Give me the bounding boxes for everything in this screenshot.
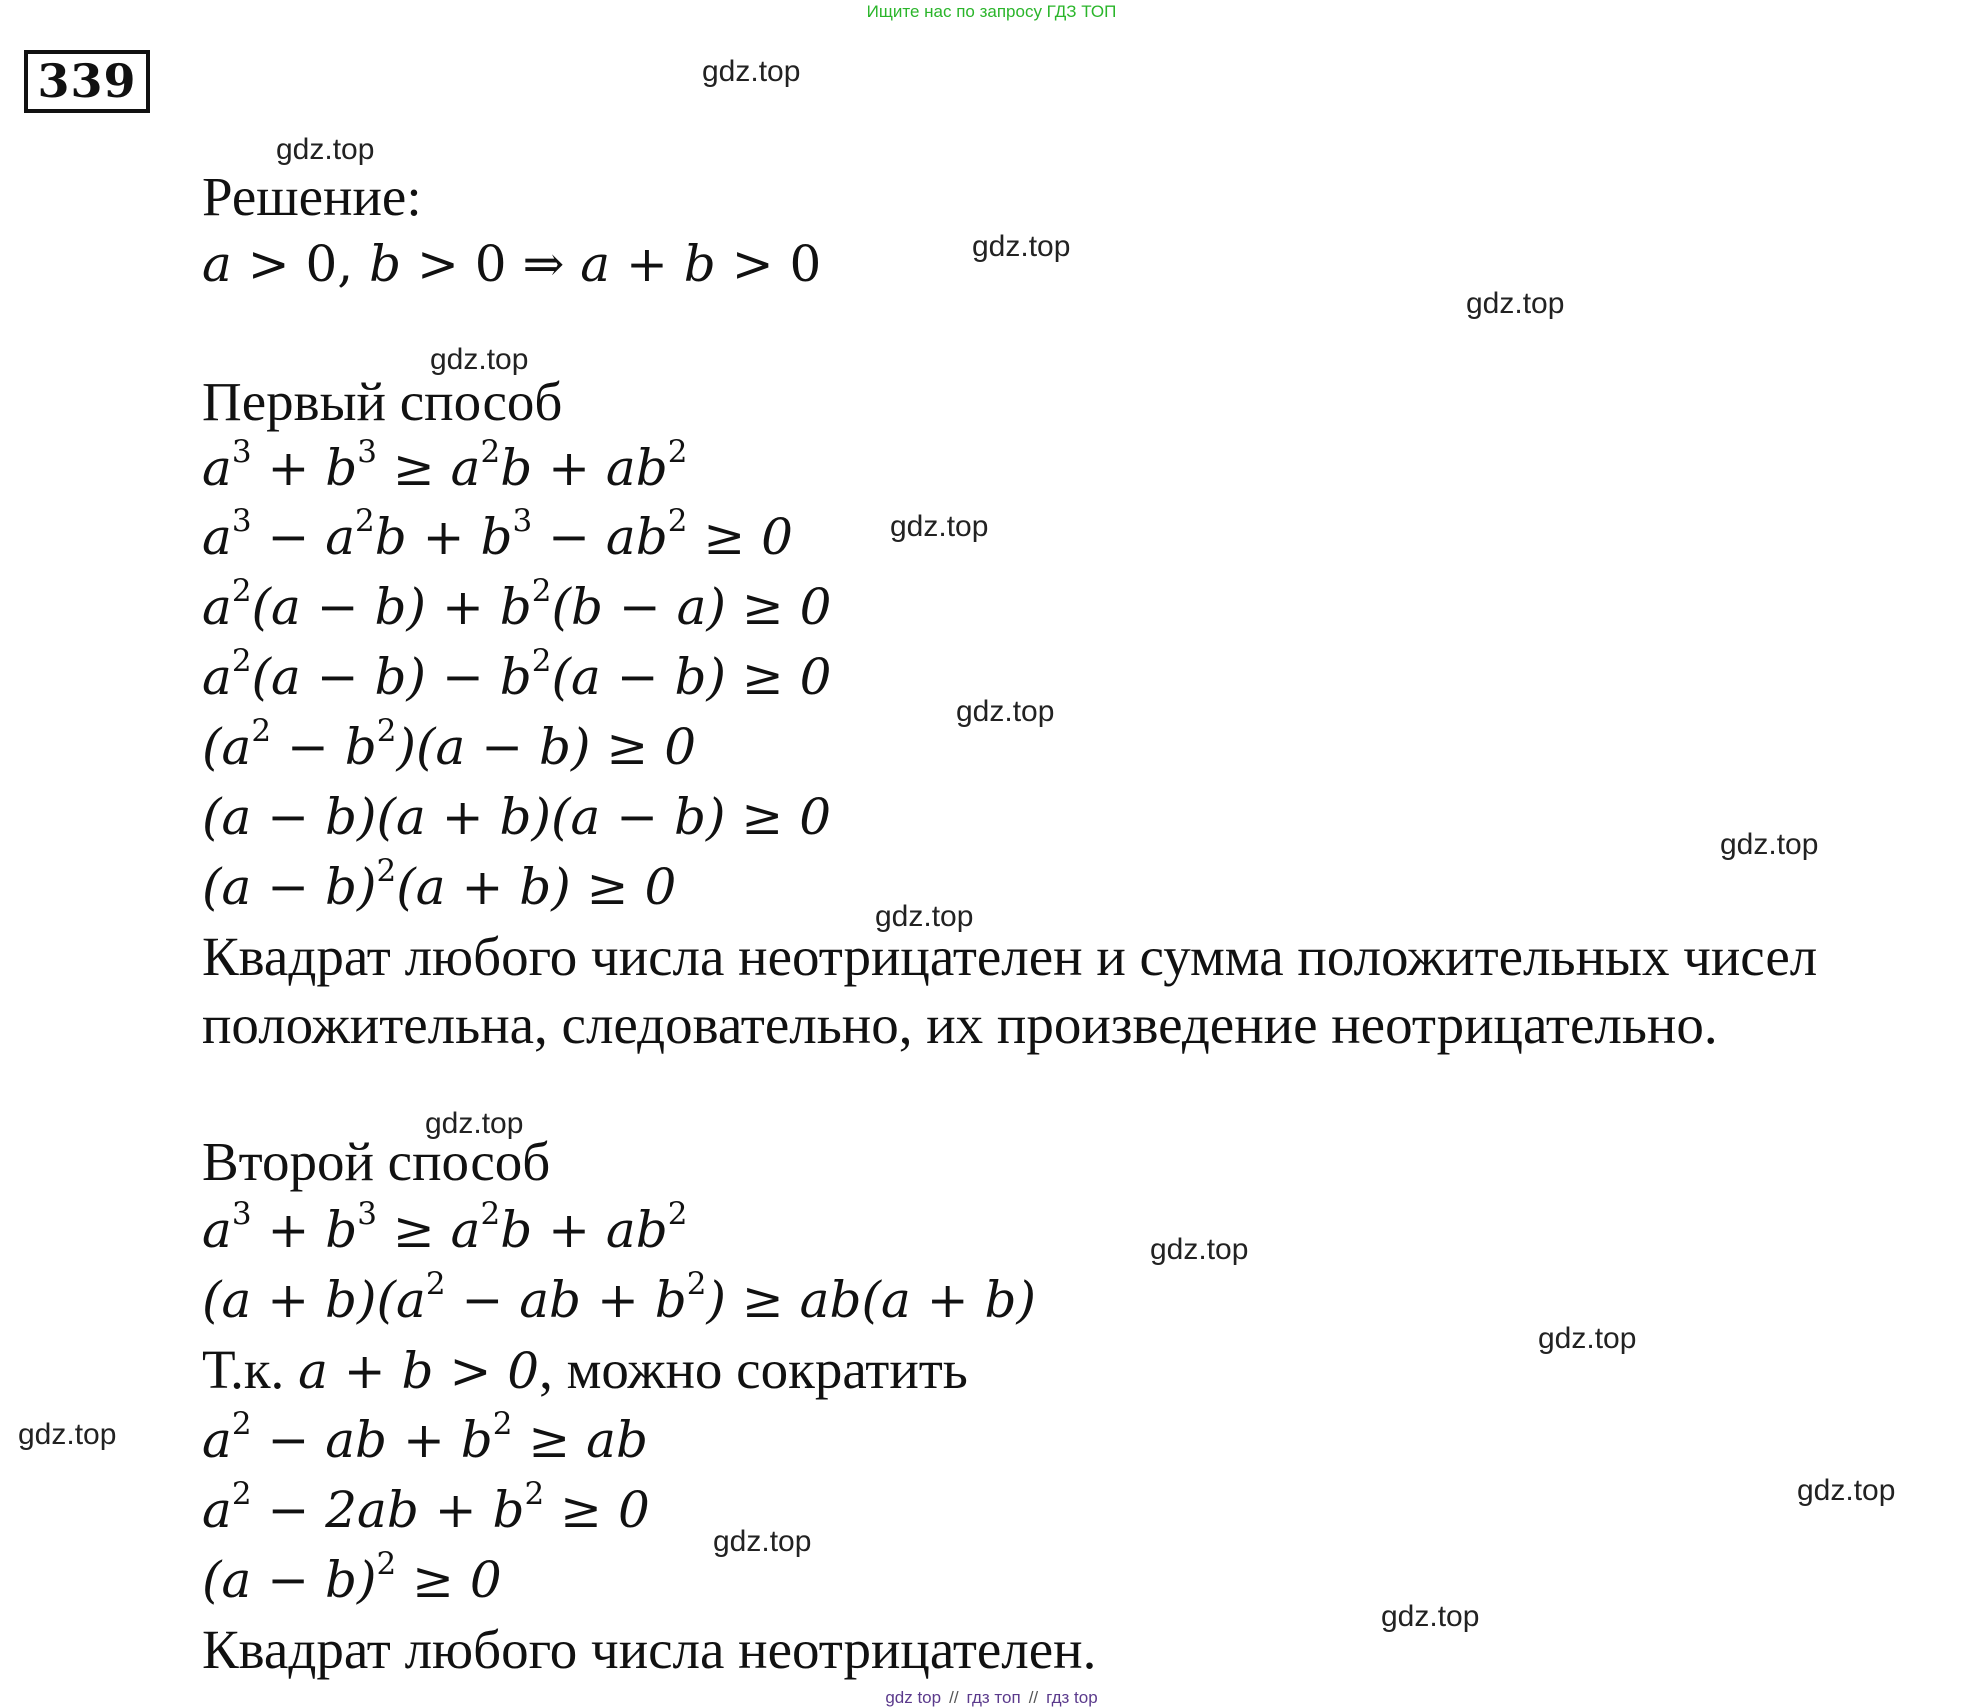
watermark: gdz.top bbox=[430, 343, 529, 376]
condition-var-b: b bbox=[683, 235, 716, 293]
method2-note bbox=[202, 1338, 968, 1403]
method1-step-7: $(a - b)^2(a + b) \ge 0$ bbox=[202, 852, 677, 916]
method1-step-1: $a^3 + b^3 \ge a^2b + ab^2$ bbox=[202, 433, 688, 497]
watermark: gdz.top bbox=[956, 695, 1055, 728]
bottom-link[interactable]: gdz top bbox=[885, 1688, 942, 1707]
bottom-link[interactable]: гдз топ bbox=[966, 1688, 1021, 1707]
condition-var-b: b bbox=[369, 235, 402, 293]
watermark: gdz.top bbox=[1538, 1322, 1637, 1355]
method2-note-prefix: Т.к. bbox=[202, 1339, 299, 1400]
condition-var-a: a bbox=[202, 235, 232, 293]
bottom-link-separator: // bbox=[1028, 1688, 1039, 1707]
method2-step-1: $a^3 + b^3 \ge a^2b + ab^2$ bbox=[202, 1195, 688, 1259]
method2-step-2: $(a + b)(a^2$ − ab + $b^2) \ge ab(a + b)$ bbox=[202, 1265, 1037, 1329]
top-banner[interactable]: Ищите нас по запросу ГДЗ ТОП bbox=[866, 2, 1117, 21]
solution-heading: Решение: bbox=[202, 166, 422, 227]
method2-conclusion: Квадрат любого числа неотрицателен. bbox=[202, 1619, 1097, 1680]
watermark: gdz.top bbox=[972, 230, 1071, 263]
method1-conclusion-line2: положительна, следовательно, их произведение неотрицательно. bbox=[202, 994, 1718, 1055]
method2-note-suffix: , можно сократить bbox=[539, 1339, 968, 1400]
watermark: gdz.top bbox=[1381, 1600, 1480, 1633]
method1-step-6: (a − b)(a + b)(a − b) ≥ 0 bbox=[202, 788, 832, 846]
method1-title: Первый способ bbox=[202, 371, 563, 432]
watermark: gdz.top bbox=[713, 1525, 812, 1558]
method1-conclusion-line1: Квадрат любого числа неотрицателен и сумма положительных чисел bbox=[202, 926, 1818, 987]
condition-part: > 0 ⇒ bbox=[401, 235, 581, 293]
method1-step-4: $a^2(a - b) - b^2(a - b) \ge 0$ bbox=[202, 642, 832, 706]
watermark: gdz.top bbox=[425, 1107, 524, 1140]
watermark: gdz.top bbox=[18, 1418, 117, 1451]
watermark: gdz.top bbox=[276, 133, 375, 166]
condition-part: > 0, bbox=[231, 235, 370, 293]
method1-step-5: $(a^2 - b^2)(a - b) \ge 0$ bbox=[202, 712, 697, 776]
task-number: 339 bbox=[24, 50, 150, 113]
watermark: gdz.top bbox=[875, 900, 974, 933]
watermark: gdz.top bbox=[702, 55, 801, 88]
method1-step-3: $a^2(a - b) + b^2(b - a) \ge 0$ bbox=[202, 572, 832, 636]
method2-title: Второй способ bbox=[202, 1131, 551, 1192]
condition-part: > 0 bbox=[715, 235, 822, 293]
method1-step-2: $a^3 - a^2b + b^3 - ab^2 \ge 0$ bbox=[202, 502, 793, 566]
watermark: gdz.top bbox=[1797, 1474, 1896, 1507]
bottom-links bbox=[0, 1688, 1983, 1708]
watermark: gdz.top bbox=[1150, 1233, 1249, 1266]
condition-line bbox=[202, 232, 821, 296]
method2-note-math: a + b > 0 bbox=[298, 1342, 540, 1400]
method2-step-3: $a^2$ − ab + $b^2$ ≥ ab bbox=[202, 1405, 648, 1469]
watermark: gdz.top bbox=[1720, 828, 1819, 861]
bottom-link-separator: // bbox=[949, 1688, 959, 1707]
condition-var-a: a bbox=[580, 235, 611, 293]
watermark: gdz.top bbox=[1466, 287, 1565, 320]
bottom-link[interactable]: гдз top bbox=[1046, 1688, 1098, 1707]
condition-part: + bbox=[610, 235, 684, 293]
method2-step-4: $a^2 - 2ab + b^2 \ge 0$ bbox=[202, 1475, 650, 1539]
method2-step-5: $(a - b)^2 \ge 0$ bbox=[202, 1545, 502, 1609]
watermark: gdz.top bbox=[890, 510, 989, 543]
